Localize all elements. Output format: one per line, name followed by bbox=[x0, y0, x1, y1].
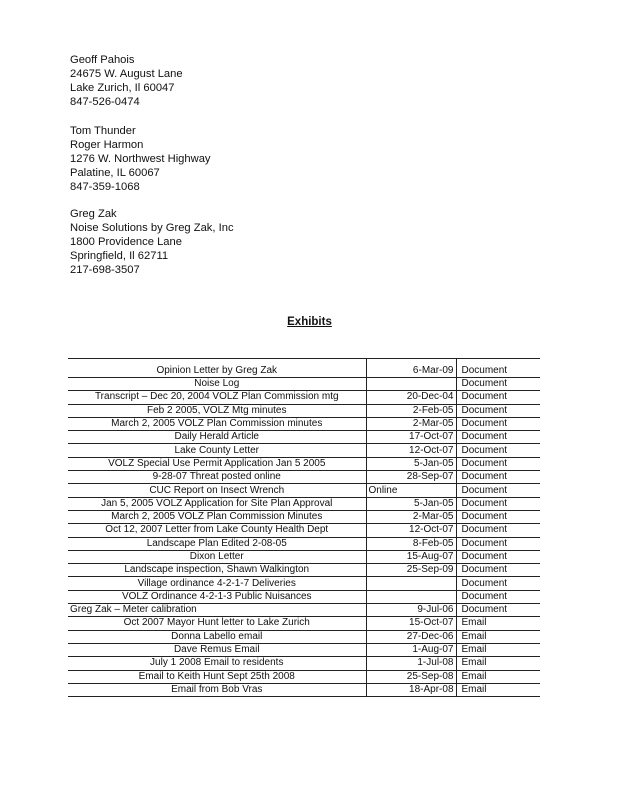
contact-line: Tom Thunder bbox=[70, 125, 136, 137]
contact-line: 1800 Providence Lane bbox=[70, 236, 182, 248]
exhibit-row bbox=[68, 444, 540, 457]
exhibit-type-cell: Document bbox=[456, 444, 540, 457]
exhibit-row bbox=[68, 604, 540, 617]
exhibit-row bbox=[68, 404, 540, 417]
exhibit-row bbox=[68, 537, 540, 550]
contact-line: 1276 W. Northwest Highway bbox=[70, 153, 211, 165]
exhibit-type-cell: Document bbox=[456, 537, 540, 550]
exhibit-row bbox=[68, 577, 540, 590]
exhibit-row bbox=[68, 683, 540, 696]
exhibit-date-cell: 12-Oct-07 bbox=[366, 524, 456, 537]
exhibit-date-cell: 27-Dec-06 bbox=[366, 630, 456, 643]
exhibit-type-cell: Document bbox=[456, 550, 540, 563]
exhibit-type-cell: Document bbox=[456, 497, 540, 510]
exhibit-name-cell: July 1 2008 Email to residents bbox=[68, 657, 366, 670]
contact-line: 217-698-3507 bbox=[70, 264, 140, 276]
exhibit-row bbox=[68, 617, 540, 630]
exhibit-type-cell: Email bbox=[456, 630, 540, 643]
contact-line: Noise Solutions by Greg Zak, Inc bbox=[70, 222, 234, 234]
exhibit-name-cell: Dave Remus Email bbox=[68, 643, 366, 656]
exhibit-type-cell: Document bbox=[456, 359, 540, 378]
contact-line: 847-359-1068 bbox=[70, 181, 140, 193]
exhibit-name-cell: 9-28-07 Threat posted online bbox=[68, 471, 366, 484]
exhibit-row bbox=[68, 497, 540, 510]
contact-line: Geoff Pahois bbox=[70, 54, 135, 66]
exhibit-row bbox=[68, 564, 540, 577]
exhibit-name-cell: Oct 2007 Mayor Hunt letter to Lake Zurich bbox=[68, 617, 366, 630]
contact-line: Springfield, Il 62711 bbox=[70, 250, 169, 262]
contact-line: 847-526-0474 bbox=[70, 96, 140, 108]
exhibit-row bbox=[68, 378, 540, 391]
exhibit-type-cell: Document bbox=[456, 431, 540, 444]
exhibit-row bbox=[68, 630, 540, 643]
exhibit-type-cell: Document bbox=[456, 577, 540, 590]
exhibit-date-cell: 2-Mar-05 bbox=[366, 417, 456, 430]
exhibit-row bbox=[68, 510, 540, 523]
exhibit-type-cell: Document bbox=[456, 417, 540, 430]
exhibit-date-cell: 5-Jan-05 bbox=[366, 497, 456, 510]
contact-block-zak bbox=[70, 207, 234, 277]
exhibit-type-cell: Document bbox=[456, 604, 540, 617]
exhibit-type-cell: Document bbox=[456, 524, 540, 537]
exhibit-type-cell: Email bbox=[456, 657, 540, 670]
exhibit-row bbox=[68, 457, 540, 470]
exhibit-row bbox=[68, 657, 540, 670]
exhibit-date-cell: Online bbox=[366, 484, 456, 497]
exhibit-row bbox=[68, 471, 540, 484]
exhibit-type-cell: Document bbox=[456, 471, 540, 484]
contact-line: Lake Zurich, Il 60047 bbox=[70, 82, 175, 94]
exhibit-name-cell: CUC Report on Insect Wrench bbox=[68, 484, 366, 497]
exhibit-date-cell: 25-Sep-08 bbox=[366, 670, 456, 683]
exhibit-name-cell: Dixon Letter bbox=[68, 550, 366, 563]
exhibit-date-cell: 9-Jul-06 bbox=[366, 604, 456, 617]
exhibit-date-cell: 12-Oct-07 bbox=[366, 444, 456, 457]
exhibit-row bbox=[68, 417, 540, 430]
exhibit-type-cell: Email bbox=[456, 643, 540, 656]
exhibit-row bbox=[68, 391, 540, 404]
exhibit-date-cell: 15-Oct-07 bbox=[366, 617, 456, 630]
exhibit-date-cell: 1-Aug-07 bbox=[366, 643, 456, 656]
exhibit-name-cell: Oct 12, 2007 Letter from Lake County Health Dept bbox=[68, 524, 366, 537]
exhibit-name-cell: Lake County Letter bbox=[68, 444, 366, 457]
exhibit-type-cell: Email bbox=[456, 670, 540, 683]
exhibit-name-cell: Transcript – Dec 20, 2004 VOLZ Plan Commission mtg bbox=[68, 391, 366, 404]
exhibit-date-cell: 2-Feb-05 bbox=[366, 404, 456, 417]
exhibit-name-cell: March 2, 2005 VOLZ Plan Commission minutes bbox=[68, 417, 366, 430]
exhibits-table bbox=[68, 358, 540, 697]
exhibit-name-cell: Landscape Plan Edited 2-08-05 bbox=[68, 537, 366, 550]
exhibit-type-cell: Document bbox=[456, 378, 540, 391]
exhibit-name-cell: Noise Log bbox=[68, 378, 366, 391]
exhibit-row bbox=[68, 359, 540, 378]
exhibit-date-cell: 1-Jul-08 bbox=[366, 657, 456, 670]
exhibit-date-cell: 2-Mar-05 bbox=[366, 510, 456, 523]
exhibit-row bbox=[68, 484, 540, 497]
exhibit-name-cell: Landscape inspection, Shawn Walkington bbox=[68, 564, 366, 577]
exhibit-date-cell: 6-Mar-09 bbox=[366, 359, 456, 378]
contact-block-pahois bbox=[70, 53, 183, 109]
exhibit-type-cell: Document bbox=[456, 391, 540, 404]
exhibits-title: Exhibits bbox=[287, 316, 332, 328]
exhibit-row bbox=[68, 643, 540, 656]
exhibit-date-cell: 28-Sep-07 bbox=[366, 471, 456, 484]
exhibit-name-cell: Daily Herald Article bbox=[68, 431, 366, 444]
exhibit-row bbox=[68, 431, 540, 444]
exhibit-date-cell: 18-Apr-08 bbox=[366, 683, 456, 696]
contact-line: Greg Zak bbox=[70, 208, 117, 220]
contact-line: Roger Harmon bbox=[70, 139, 144, 151]
exhibit-type-cell: Document bbox=[456, 457, 540, 470]
exhibit-type-cell: Email bbox=[456, 683, 540, 696]
exhibit-name-cell: Feb 2 2005, VOLZ Mtg minutes bbox=[68, 404, 366, 417]
exhibit-date-cell bbox=[366, 378, 456, 391]
exhibit-date-cell: 5-Jan-05 bbox=[366, 457, 456, 470]
exhibit-type-cell: Document bbox=[456, 404, 540, 417]
exhibit-name-cell: VOLZ Special Use Permit Application Jan 5 2005 bbox=[68, 457, 366, 470]
exhibit-name-cell: Donna Labello email bbox=[68, 630, 366, 643]
exhibit-name-cell: Opinion Letter by Greg Zak bbox=[68, 359, 366, 378]
exhibit-name-cell: March 2, 2005 VOLZ Plan Commission Minutes bbox=[68, 510, 366, 523]
exhibit-name-cell: Email from Bob Vras bbox=[68, 683, 366, 696]
exhibit-type-cell: Document bbox=[456, 510, 540, 523]
exhibit-type-cell: Document bbox=[456, 484, 540, 497]
exhibit-type-cell: Email bbox=[456, 617, 540, 630]
exhibit-date-cell: 25-Sep-09 bbox=[366, 564, 456, 577]
contact-line: Palatine, IL 60067 bbox=[70, 167, 160, 179]
exhibit-name-cell: VOLZ Ordinance 4-2-1-3 Public Nuisances bbox=[68, 590, 366, 603]
exhibit-date-cell: 8-Feb-05 bbox=[366, 537, 456, 550]
contact-block-thunder bbox=[70, 124, 211, 194]
exhibit-name-cell: Email to Keith Hunt Sept 25th 2008 bbox=[68, 670, 366, 683]
exhibit-date-cell bbox=[366, 590, 456, 603]
exhibit-name-cell: Village ordinance 4-2-1-7 Deliveries bbox=[68, 577, 366, 590]
exhibit-type-cell: Document bbox=[456, 590, 540, 603]
exhibit-date-cell: 20-Dec-04 bbox=[366, 391, 456, 404]
exhibit-row bbox=[68, 590, 540, 603]
exhibit-name-cell: Jan 5, 2005 VOLZ Application for Site Plan Approval bbox=[68, 497, 366, 510]
exhibit-type-cell: Document bbox=[456, 564, 540, 577]
exhibit-date-cell: 17-Oct-07 bbox=[366, 431, 456, 444]
exhibit-row bbox=[68, 524, 540, 537]
exhibit-date-cell: 15-Aug-07 bbox=[366, 550, 456, 563]
exhibit-name-cell: Greg Zak – Meter calibration bbox=[68, 604, 366, 617]
exhibit-date-cell bbox=[366, 577, 456, 590]
exhibit-row bbox=[68, 550, 540, 563]
contact-line: 24675 W. August Lane bbox=[70, 68, 183, 80]
exhibit-row bbox=[68, 670, 540, 683]
